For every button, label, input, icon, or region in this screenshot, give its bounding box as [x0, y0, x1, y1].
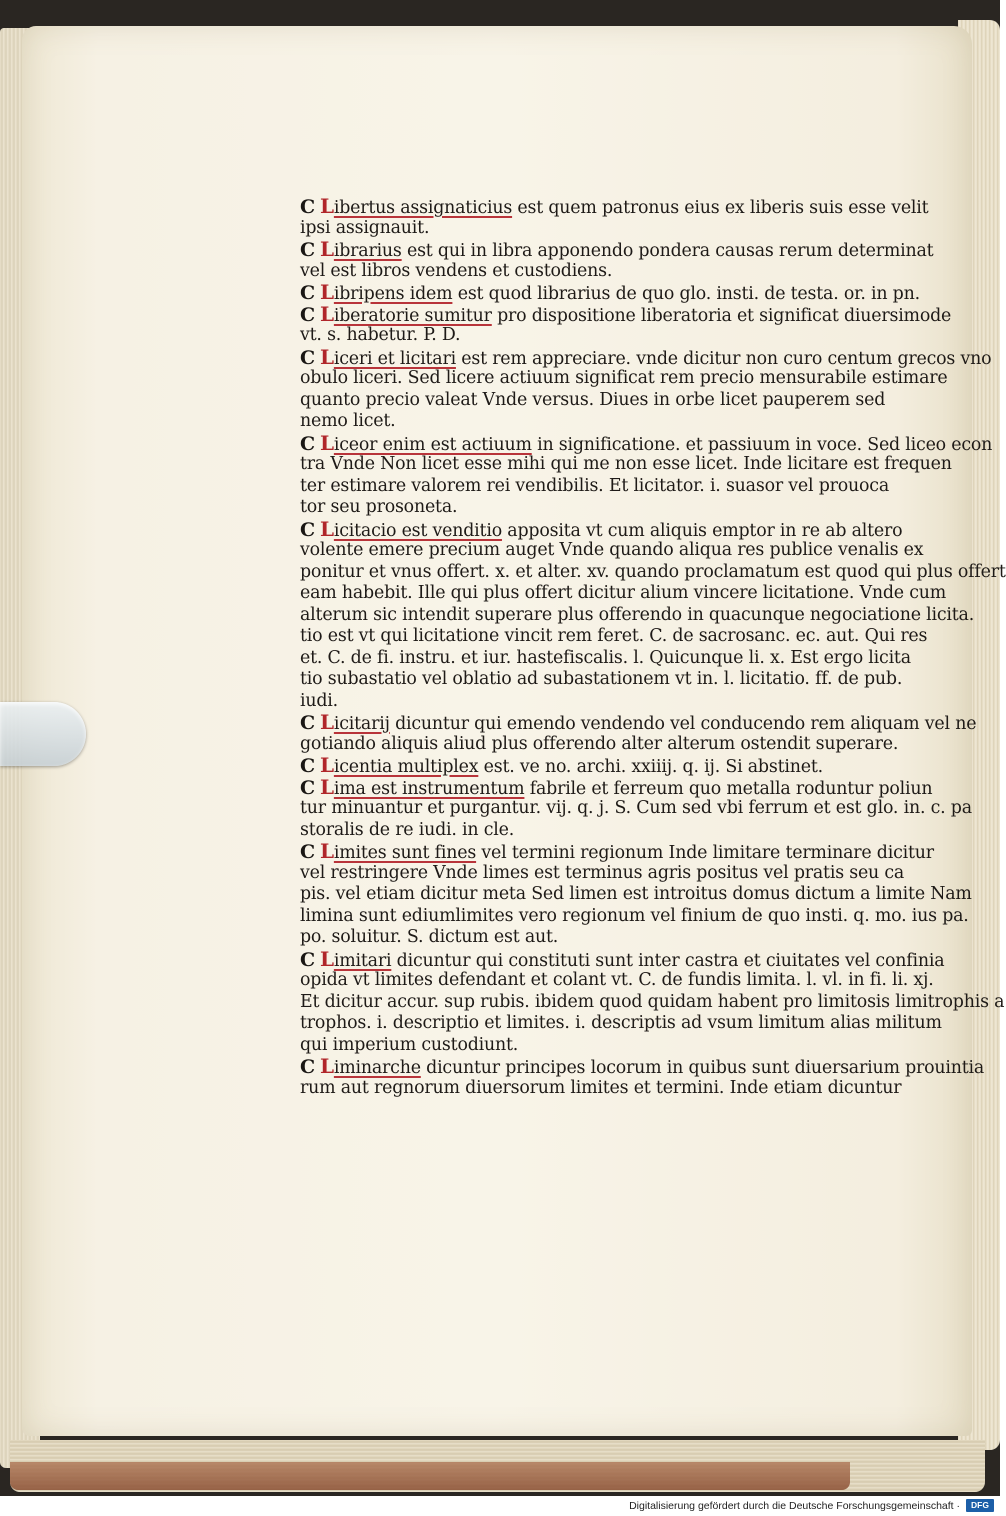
line-text: et. C. de fi. instru. et iur. hastefiscalis. l. Quicunque li. x. Est ergo licita — [300, 647, 911, 668]
line-text: vel termini regionum Inde limitare terminare dicitur — [476, 843, 934, 863]
text-line — [300, 301, 952, 326]
line-text: apposita vt cum aliquis emptor in re ab altero — [501, 520, 903, 541]
line-text: Et dicitur accur. sup rubis. ibidem quod quidam habent pro limitosis limitrophis a — [300, 991, 1005, 1012]
text-line — [300, 497, 914, 519]
text-line — [300, 884, 972, 906]
book-edge-red — [10, 1462, 850, 1490]
line-text: trophos. i. descriptio et limites. i. descriptis ad vsum limitum alias militum — [300, 1013, 942, 1033]
text-line — [300, 798, 972, 820]
text-line — [300, 669, 914, 691]
paragraph-mark: C — [300, 303, 315, 326]
rubricated-initial: L — [320, 430, 334, 455]
line-text: qui imperium custodiunt. — [300, 1034, 519, 1055]
line-text: opida vt limites defendant et colant vt. C. de fundis limita. l. vl. in fi. li. xj. — [300, 970, 934, 990]
text-line — [300, 946, 945, 971]
rubricated-initial: L — [320, 710, 334, 734]
text-column — [300, 194, 1006, 1099]
dfg-logo: DFG — [966, 1499, 994, 1512]
text-line — [300, 691, 914, 713]
text-line — [300, 970, 934, 992]
line-text: storalis de re iudi. in cle. — [300, 819, 515, 840]
text-line — [300, 648, 914, 670]
text-line — [300, 516, 914, 541]
paragraph-mark: C — [300, 196, 315, 218]
line-text: tur minuantur et purgantur. vij. q. j. S. Cum sed vbi ferrum et est glo. in. c. pa — [300, 798, 972, 818]
line-text: quanto precio valeat Vnde versus. Diues in orbe licet pauperem sed — [300, 389, 886, 410]
text-line — [300, 626, 928, 648]
text-line — [300, 540, 924, 562]
text-line — [300, 561, 1006, 584]
entry-lemma: ibripens idem — [333, 284, 453, 304]
text-line — [300, 411, 914, 433]
text-line — [300, 454, 952, 476]
line-text: volente emere precium auget Vnde quando aliqua res publice venalis ex — [300, 540, 924, 560]
line-text: po. soluitur. S. dictum est aut. — [300, 927, 559, 947]
line-text: tor seu prosoneta. — [300, 497, 458, 517]
text-line — [300, 710, 977, 734]
paragraph-mark: C — [300, 282, 315, 304]
text-line — [300, 755, 914, 777]
line-text: dicuntur principes locorum in quibus sunt diuersarium prouintia — [420, 1058, 985, 1078]
rubricated-initial: L — [320, 301, 334, 326]
entry-lemma: iminarche — [333, 1058, 421, 1078]
line-text: tra Vnde Non licet esse mihi qui me non esse licet. Inde licitare est frequen — [300, 454, 952, 474]
text-line — [300, 368, 948, 390]
entry-lemma: icitacio est venditio — [333, 520, 502, 541]
line-text: pis. vel etiam dicitur meta Sed limen est introitus domus dictum a limite Nam — [300, 884, 972, 904]
text-line — [300, 839, 934, 863]
text-line — [300, 604, 975, 627]
text-line — [300, 194, 929, 218]
line-text: gotiando aliquis aliud plus offerendo alter alterum ostendit superare. — [300, 733, 899, 754]
text-line — [300, 1078, 914, 1100]
text-line — [300, 820, 914, 842]
rubricated-initial: L — [320, 753, 334, 777]
line-text: in significatione. et passiuum in voce. Sed liceo econ — [531, 434, 993, 455]
paragraph-mark: C — [300, 1056, 315, 1078]
rubricated-initial: L — [320, 839, 334, 863]
text-line — [300, 991, 1005, 1014]
rubricated-initial: L — [320, 280, 334, 304]
line-text: obulo liceri. Sed licere actiuum significat rem precio mensurabile estimare — [300, 368, 948, 388]
text-line — [300, 218, 914, 240]
paragraph-mark: C — [300, 948, 315, 971]
text-line — [300, 927, 914, 949]
rubricated-initial: L — [320, 946, 334, 971]
paragraph-mark: C — [300, 346, 315, 369]
entry-lemma: iceri et licitari — [333, 348, 456, 369]
entry-lemma: imites sunt fines — [333, 843, 477, 863]
line-text: tio est vt qui licitatione vincit rem feret. C. de sacrosanc. ec. aut. Qui res — [300, 626, 928, 646]
line-text: est qui in libra apponendo pondera causas rerum determinat — [401, 241, 934, 261]
text-line — [300, 1054, 985, 1078]
text-line — [300, 430, 993, 455]
text-line — [300, 734, 914, 756]
entry-lemma: imitari — [333, 950, 392, 971]
text-line — [300, 774, 933, 799]
paragraph-mark: C — [300, 776, 315, 799]
line-text: dicuntur qui constituti sunt inter castra et ciuitates vel confinia — [391, 950, 945, 971]
text-line — [300, 1035, 914, 1057]
line-text: est. ve no. archi. xxiiij. q. ij. Si abstinet. — [478, 757, 823, 777]
line-text: eam habebit. Ille qui plus offert dicitur alium vincere licitatione. Vnde cum — [300, 583, 947, 603]
line-text: pro dispositione liberatoria et significat diuersimode — [491, 305, 952, 326]
line-text: iudi. — [300, 690, 338, 711]
line-text: rum aut regnorum diuersorum limites et termini. Inde etiam dicuntur — [300, 1077, 902, 1098]
paragraph-mark: C — [300, 841, 315, 863]
line-text: vt. s. habetur. P. D. — [300, 325, 461, 345]
text-line — [300, 344, 992, 369]
text-line — [300, 863, 914, 885]
rubricated-initial: L — [320, 237, 334, 261]
text-line — [300, 237, 934, 261]
paragraph-mark: C — [300, 755, 315, 777]
text-line — [300, 583, 947, 605]
line-text: alterum sic intendit superare plus offerendo in quacunque negociatione licita. — [300, 604, 975, 625]
entry-lemma: icitarij — [333, 714, 390, 734]
entry-lemma: ibrarius — [333, 241, 402, 261]
line-text: est quem patronus eius ex liberis suis esse velit — [512, 198, 929, 218]
line-text: vel restringere Vnde limes est terminus agris positus vel pratis seu ca — [300, 862, 905, 883]
entry-lemma: iceor enim est actiuum — [333, 434, 532, 455]
line-text: nemo licet. — [300, 411, 396, 431]
paragraph-mark: C — [300, 239, 315, 261]
rubricated-initial: L — [320, 774, 334, 799]
entry-lemma: ima est instrumentum — [333, 778, 525, 799]
paragraph-mark: C — [300, 712, 315, 734]
line-text: fabrile et ferreum quo metalla roduntur poliun — [524, 778, 933, 799]
text-line — [300, 280, 920, 304]
line-text: est quod librarius de quo glo. insti. de testa. or. in pn. — [452, 284, 920, 304]
line-text: ipsi assignauit. — [300, 217, 430, 238]
text-line — [300, 476, 914, 498]
text-line — [300, 261, 914, 283]
entry-lemma: iberatorie sumitur — [333, 305, 492, 326]
rubricated-initial: L — [320, 344, 334, 369]
page-clip — [0, 702, 86, 766]
line-text: est rem appreciare. vnde dicitur non curo centum grecos vno — [455, 348, 992, 369]
paragraph-mark: C — [300, 518, 315, 541]
line-text: dicuntur qui emendo vendendo vel conducendo rem aliquam vel ne — [389, 714, 977, 734]
paragraph-mark: C — [300, 432, 315, 455]
line-text: ponitur et vnus offert. x. et alter. xv. quando proclamatum est quod qui plus offert — [300, 561, 1006, 582]
line-text: ter estimare valorem rei vendibilis. Et licitator. i. suasor vel prouoca — [300, 475, 889, 496]
text-line — [300, 390, 914, 412]
text-line — [300, 1013, 942, 1035]
rubricated-initial: L — [320, 1054, 334, 1078]
footer-credit: Digitalisierung gefördert durch die Deutsche Forschungsgemeinschaft · — [629, 1500, 960, 1512]
entry-lemma: icentia multiplex — [333, 757, 479, 777]
footer-bar — [0, 1496, 1000, 1516]
line-text: limina sunt ediumlimites vero regionum vel finium de quo insti. q. mo. ius pa. — [300, 905, 969, 926]
rubricated-initial: L — [320, 516, 334, 541]
text-line — [300, 325, 914, 347]
text-line — [300, 905, 969, 928]
rubricated-initial: L — [320, 194, 334, 218]
entry-lemma: ibertus assignaticius — [333, 198, 513, 218]
line-text: tio subastatio vel oblatio ad subastationem vt in. l. licitatio. ff. de pub. — [300, 669, 903, 689]
line-text: vel est libros vendens et custodiens. — [300, 260, 613, 281]
